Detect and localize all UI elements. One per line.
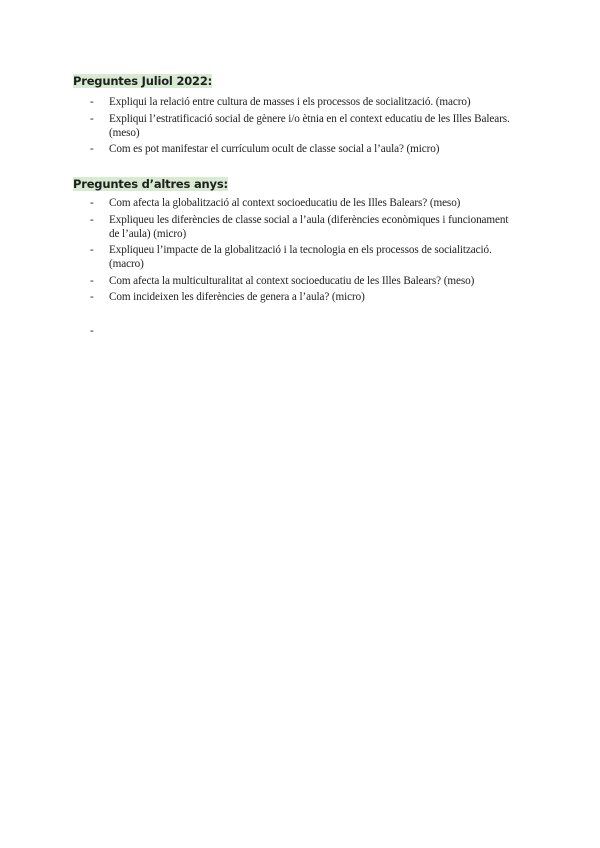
list-item: [0, 196, 514, 210]
question-list-juliol-2022: [0, 95, 600, 159]
heading-highlight: Preguntes d’altres anys:: [73, 177, 228, 191]
list-item: [0, 243, 514, 271]
empty-bullet-dash: -: [90, 325, 94, 337]
heading-highlight: Preguntes Juliol 2022:: [73, 74, 213, 88]
list-item: [0, 274, 514, 288]
bullet-dash: -: [90, 244, 94, 256]
question-text: Expliqueu l’impacte de la globalització i la tecnologia en els processos de socialització. (macro): [109, 244, 492, 270]
question-text: Com es pot manifestar el currículum ocult de classe social a l’aula? (micro): [109, 143, 440, 155]
bullet-dash: -: [90, 96, 94, 108]
list-item: [0, 112, 514, 140]
question-text: Expliqui l’estratificació social de gènere i/o ètnia en el context educatiu de les Illes Balears. (meso): [109, 112, 510, 139]
bullet-dash: -: [90, 274, 94, 287]
list-item: [0, 95, 514, 109]
question-text: Com incideixen les diferències de genera a l’aula? (micro): [109, 291, 365, 303]
question-text: Expliqui la relació entre cultura de masses i els processos de socialització. (macro): [109, 96, 471, 108]
list-item: [0, 213, 514, 241]
section-heading-juliol-2022: [72, 73, 214, 89]
question-text: Com afecta la globalització al context socioeducatiu de les Illes Balears? (meso): [109, 197, 461, 209]
bullet-dash: -: [90, 143, 94, 155]
list-item: [0, 142, 514, 156]
question-text: Expliqueu les diferències de classe social a l’aula (diferències econòmiques i funcionament de l’aula) (micro): [109, 213, 509, 240]
section-heading-altres-anys: [72, 176, 230, 192]
bullet-dash: -: [90, 112, 94, 125]
question-text: Com afecta la multiculturalitat al context socioeducatiu de les Illes Balears? (meso): [109, 274, 475, 287]
question-list-altres-anys: [0, 196, 600, 307]
list-item: [0, 290, 514, 304]
bullet-dash: -: [90, 213, 94, 226]
bullet-dash: -: [90, 291, 94, 303]
bullet-dash: -: [90, 197, 94, 209]
